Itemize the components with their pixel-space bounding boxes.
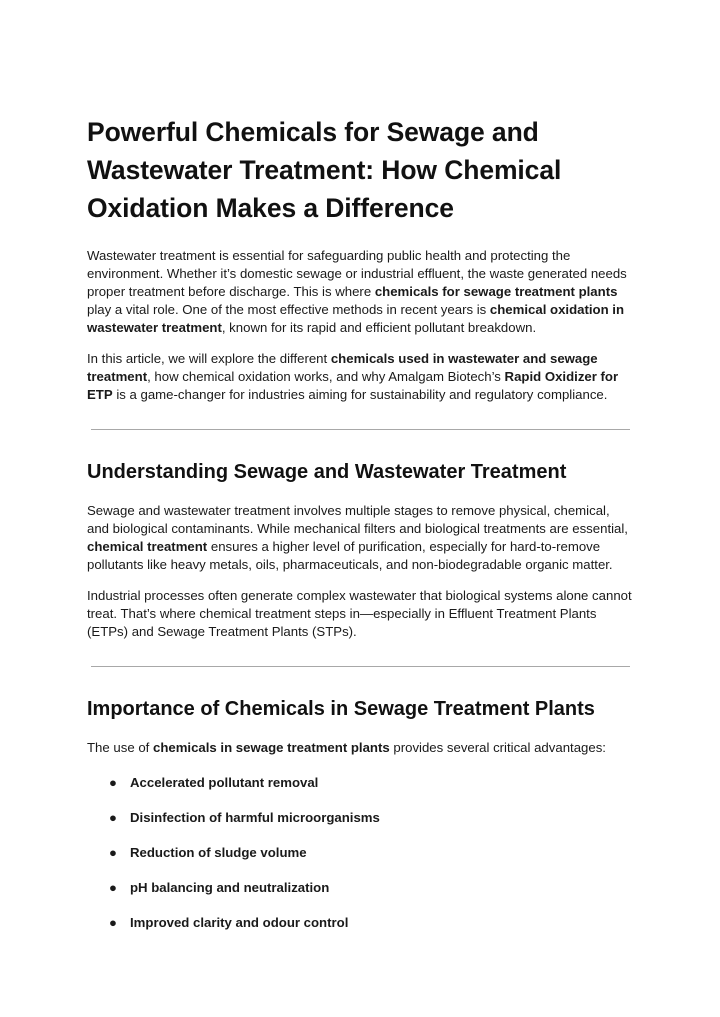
section-divider xyxy=(91,666,630,667)
list-item xyxy=(87,879,635,897)
list-item xyxy=(87,914,635,932)
benefits-list xyxy=(87,774,635,932)
intro-paragraph-1: Wastewater treatment is essential for safeguarding public health and protecting the environment. Whether it’s domestic sewage or industrial effluent, the waste generated needs proper treatment before discharge. This is where chemicals for sewage treatment plants play a vital role. One of the most effective methods in recent years is chemical oxidation in wastewater treatment, known for its rapid and efficient pollutant breakdown. xyxy=(87,248,627,335)
article-title: Powerful Chemicals for Sewage and Wastewater Treatment: How Chemical Oxidation Makes a Difference xyxy=(87,117,562,223)
list-item xyxy=(87,844,635,862)
section1-paragraph-1: Sewage and wastewater treatment involves multiple stages to remove physical, chemical, and biological contaminants. While mechanical filters and biological treatments are essential, chemical treatment ensures a higher level of purification, especially for hard-to-remove pollutants like heavy metals, oils, pharmaceuticals, and non-biodegradable organic matter. xyxy=(87,503,628,572)
list-item-label: Disinfection of harmful microorganisms xyxy=(130,810,380,825)
bullet-icon: ● xyxy=(109,915,117,930)
section2-paragraph-1: The use of chemicals in sewage treatment plants provides several critical advantages: xyxy=(87,740,606,755)
bold-phrase: Rapid Oxidizer for ETP xyxy=(87,369,619,402)
list-item xyxy=(87,774,635,792)
bold-phrase: chemicals in sewage treatment plants xyxy=(152,740,390,755)
section-heading-importance: Importance of Chemicals in Sewage Treatment Plants xyxy=(87,698,595,720)
bullet-icon: ● xyxy=(109,810,117,825)
bold-phrase: chemical oxidation in wastewater treatment xyxy=(87,302,625,335)
bullet-icon: ● xyxy=(109,775,117,790)
bold-phrase: chemicals used in wastewater and sewage treatment xyxy=(87,351,598,384)
document-page xyxy=(87,113,635,949)
bullet-icon: ● xyxy=(109,880,117,895)
section-divider xyxy=(91,429,630,430)
bullet-icon: ● xyxy=(109,845,117,860)
section-heading-understanding: Understanding Sewage and Wastewater Treatment xyxy=(87,461,567,483)
bold-phrase: chemicals for sewage treatment plants xyxy=(374,284,618,299)
list-item xyxy=(87,809,635,827)
section1-paragraph-2: Industrial processes often generate complex wastewater that biological systems alone cannot treat. That’s where chemical treatment steps in—especially in Effluent Treatment Plants (ETPs) and Sewage Treatment Plants (STPs). xyxy=(87,588,632,639)
list-item-label: pH balancing and neutralization xyxy=(130,880,330,895)
list-item-label: Reduction of sludge volume xyxy=(130,845,307,860)
list-item-label: Accelerated pollutant removal xyxy=(130,775,319,790)
list-item-label: Improved clarity and odour control xyxy=(130,915,349,930)
bold-phrase: chemical treatment xyxy=(87,539,208,554)
intro-paragraph-2: In this article, we will explore the different chemicals used in wastewater and sewage treatment, how chemical oxidation works, and why Amalgam Biotech’s Rapid Oxidizer for ETP is a game-changer for industries aiming for sustainability and regulatory compliance. xyxy=(87,351,619,402)
